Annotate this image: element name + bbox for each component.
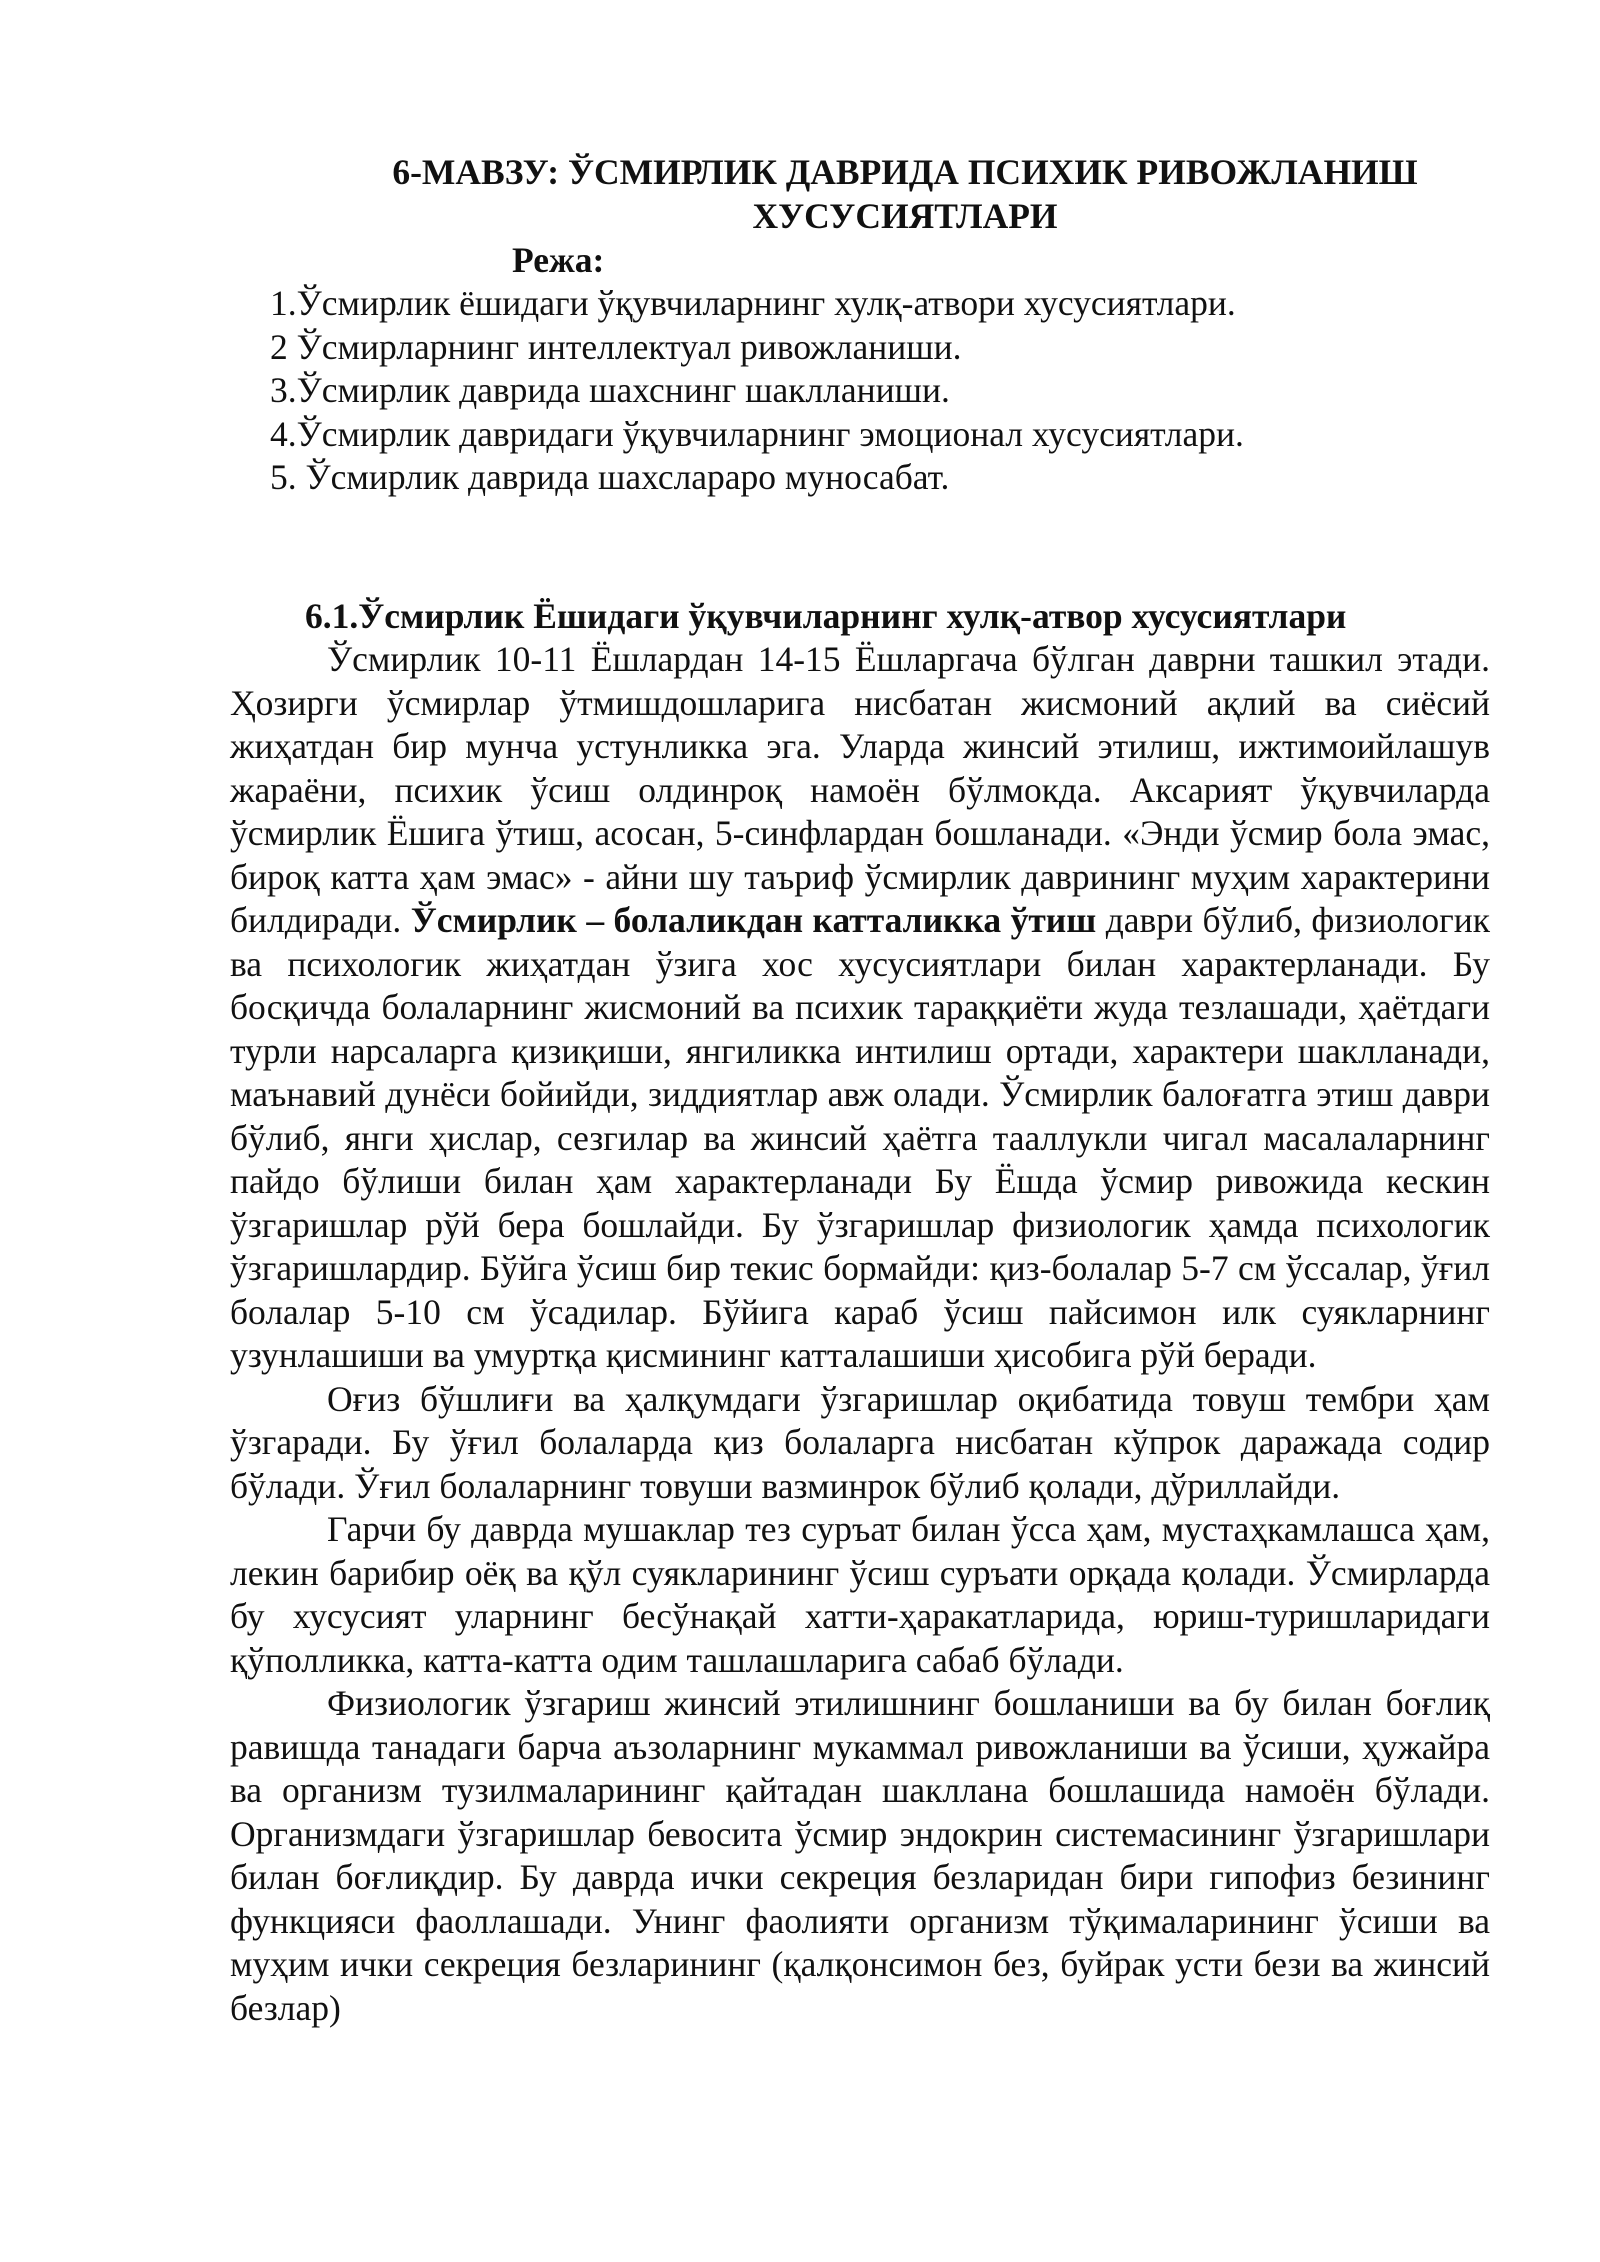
paragraph-1-text-b: даври бўлиб, физиологик ва психологик жиҳатдан ўзига хос хусусиятлари билан характерланади. Бу босқичда болаларнинг жисмоний ва психик тараққиёти жуда тезлашади, ҳаётдаги турли нарсаларга қизиқиши, янгиликка интилиш ортади, характери шаклланади, маънавий дунёси бойийди, зиддиятлар авж олади. Ўсмирлик балоғатга этиш даври бўлиб, янги ҳислар, сезгилар ва жинсий ҳаётга таaллукли чигал масалаларнинг пайдо бўлиши билан ҳам характерланади Бу Ёшда ўсмир ривожида кескин ўзгаришлар рўй бера бошлайди. Бу ўзгаришлар физиологик ҳамда психологик ўзгаришлардир. Бўйга ўсиш бир текис бормайди: қиз-болалар 5-7 см ўссалар, ўғил болалар 5-10 см ўсадилар. Бўйига караб ўсиш пайсимон илк суякларнинг узунлашиши ва умуртқа қисмининг катталашиши ҳисобига рўй беради. [230,900,1490,1375]
section-heading: 6.1.Ўсмирлик Ёшидаги ўқувчиларнинг хулқ-атвор хусусиятлари [305,595,1347,636]
plan-item: 2 Ўсмирларнинг интеллектуал ривожланиши. [270,326,962,367]
plan-list [270,282,1490,500]
page-title [320,150,1490,238]
plan-label: Режа: [512,240,605,280]
title-line-1: 6-МАВЗУ: ЎСМИРЛИК ДАВРИДА ПСИХИК РИВОЖЛАНИШ [392,152,1418,192]
paragraph-3: Гарчи бу даврда мушаклар тез суръат билан ўсса ҳам, мустаҳкамлашса ҳам, лекин барибир оёқ ва қўл суякларининг ўсиш суръати орқада қолади. Ўсмирларда бу хусусият уларнинг бесўнақай хатти-ҳаракатларида, юриш-туришларидаги қўполликка, катта-катта одим ташлашларига сабаб бўлади. [230,1509,1490,1680]
paragraph-4: Физиологик ўзгариш жинсий этилишнинг бошланиши ва бу билан боғлиқ равишда танадаги барча аъзоларнинг мукаммал ривожланиши ва ўсиши, ҳужайра ва организм тузилмаларининг қайтадан шакллана бошлашида намоён бўлади. Организмдаги ўзгаришлар бевосита ўсмир эндокрин системасининг ўзгаришлари билан боғлиқдир. Бу даврда ички секреция безларидан бири гипофиз безининг функцияси фаоллашади. Унинг фаолияти организм тўқималарининг ўсиши ва муҳим ички секреция безларининг (қалқонсимон без, буйрак усти бези ва жинсий безлар) [230,1683,1490,2028]
plan-item: 5. Ўсмирлик даврида шахслараро муносабат. [270,457,950,497]
plan-item: 3.Ўсмирлик даврида шахснинг шаклланиши. [270,370,950,410]
paragraph-2: Оғиз бўшлиғи ва ҳалқумдаги ўзгаришлар оқибатида товуш тембри ҳам ўзгаради. Бу ўғил болаларда қиз болаларга нисбатан кўпрок даражада содир бўлади. Ўғил болаларнинг товуши вазминрок бўлиб қолади, дўриллайди. [230,1378,1490,1506]
paragraph-1-text-a: Ўсмирлик 10-11 Ёшлардан 14-15 Ёшларгача бўлган даврни ташкил этади. Ҳозирги ўсмирлар ўтмишдошларига нисбатан жисмоний ақлий ва сиёсий жиҳатдан бир мунча устунликка эга. Уларда жинсий этилиш, ижтимоийлашув жараёни, психик ўсиш олдинроқ намоён бўлмокда. Аксарият ўқувчиларда ўсмирлик Ёшига ўтиш, асосан, 5-синфлардан бошланади. «Энди ўсмир бола эмас, бироқ катта ҳам эмас» - айни шу таъриф ўсмирлик даврининг муҳим характерини билдиради. [230,639,1490,940]
title-line-2: ХУСУСИЯТЛАРИ [752,196,1058,236]
plan-item: 1.Ўсмирлик ёшидаги ўқувчиларнинг хулқ-атвори хусусиятлари. [270,283,1236,323]
paragraph-1 [230,638,1490,1378]
document-page [230,150,1490,2030]
paragraph-1-bold-phrase: Ўсмирлик – болаликдан катталикка ўтиш [410,900,1097,940]
plan-item: 4.Ўсмирлик давридаги ўқувчиларнинг эмоционал хусусиятлари. [270,413,1244,454]
